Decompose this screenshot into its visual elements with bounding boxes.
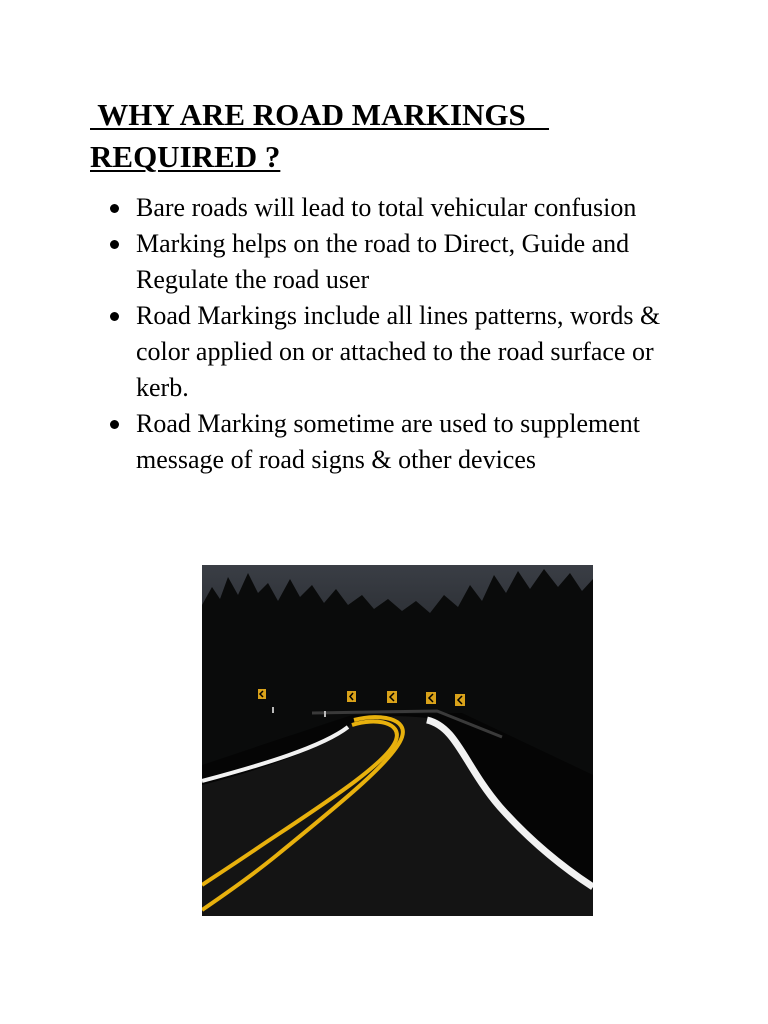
road-markings-photo	[202, 565, 593, 916]
bullet-icon	[110, 204, 119, 213]
reflector-post	[272, 707, 274, 713]
list-item-text: Road Marking sometime are used to supplement message of road signs & other devices	[136, 409, 641, 474]
bullet-icon	[110, 420, 119, 429]
chevron-sign-icon	[426, 692, 436, 704]
list-item	[104, 190, 704, 226]
list-item-text: Bare roads will lead to total vehicular confusion	[136, 193, 637, 222]
list-item-text: Road Markings include all lines patterns, words & color applied on or attached to the road surface or kerb.	[136, 301, 661, 402]
reflector-post	[324, 711, 326, 717]
list-item	[104, 226, 704, 298]
chevron-sign-icon	[387, 691, 397, 703]
page-title-line-2: REQUIRED ?	[90, 139, 281, 174]
list-item	[104, 406, 704, 478]
chevron-sign-icon	[455, 694, 465, 706]
page-title	[90, 94, 690, 178]
night-road-illustration	[202, 565, 593, 916]
list-item-text: Marking helps on the road to Direct, Guide and Regulate the road user	[136, 229, 630, 294]
list-item	[104, 298, 704, 406]
bullet-icon	[110, 240, 119, 249]
bullet-icon	[110, 312, 119, 321]
bullet-list	[104, 190, 704, 478]
chevron-sign-icon	[347, 691, 356, 702]
page-title-line-1: WHY ARE ROAD MARKINGS	[90, 97, 550, 132]
